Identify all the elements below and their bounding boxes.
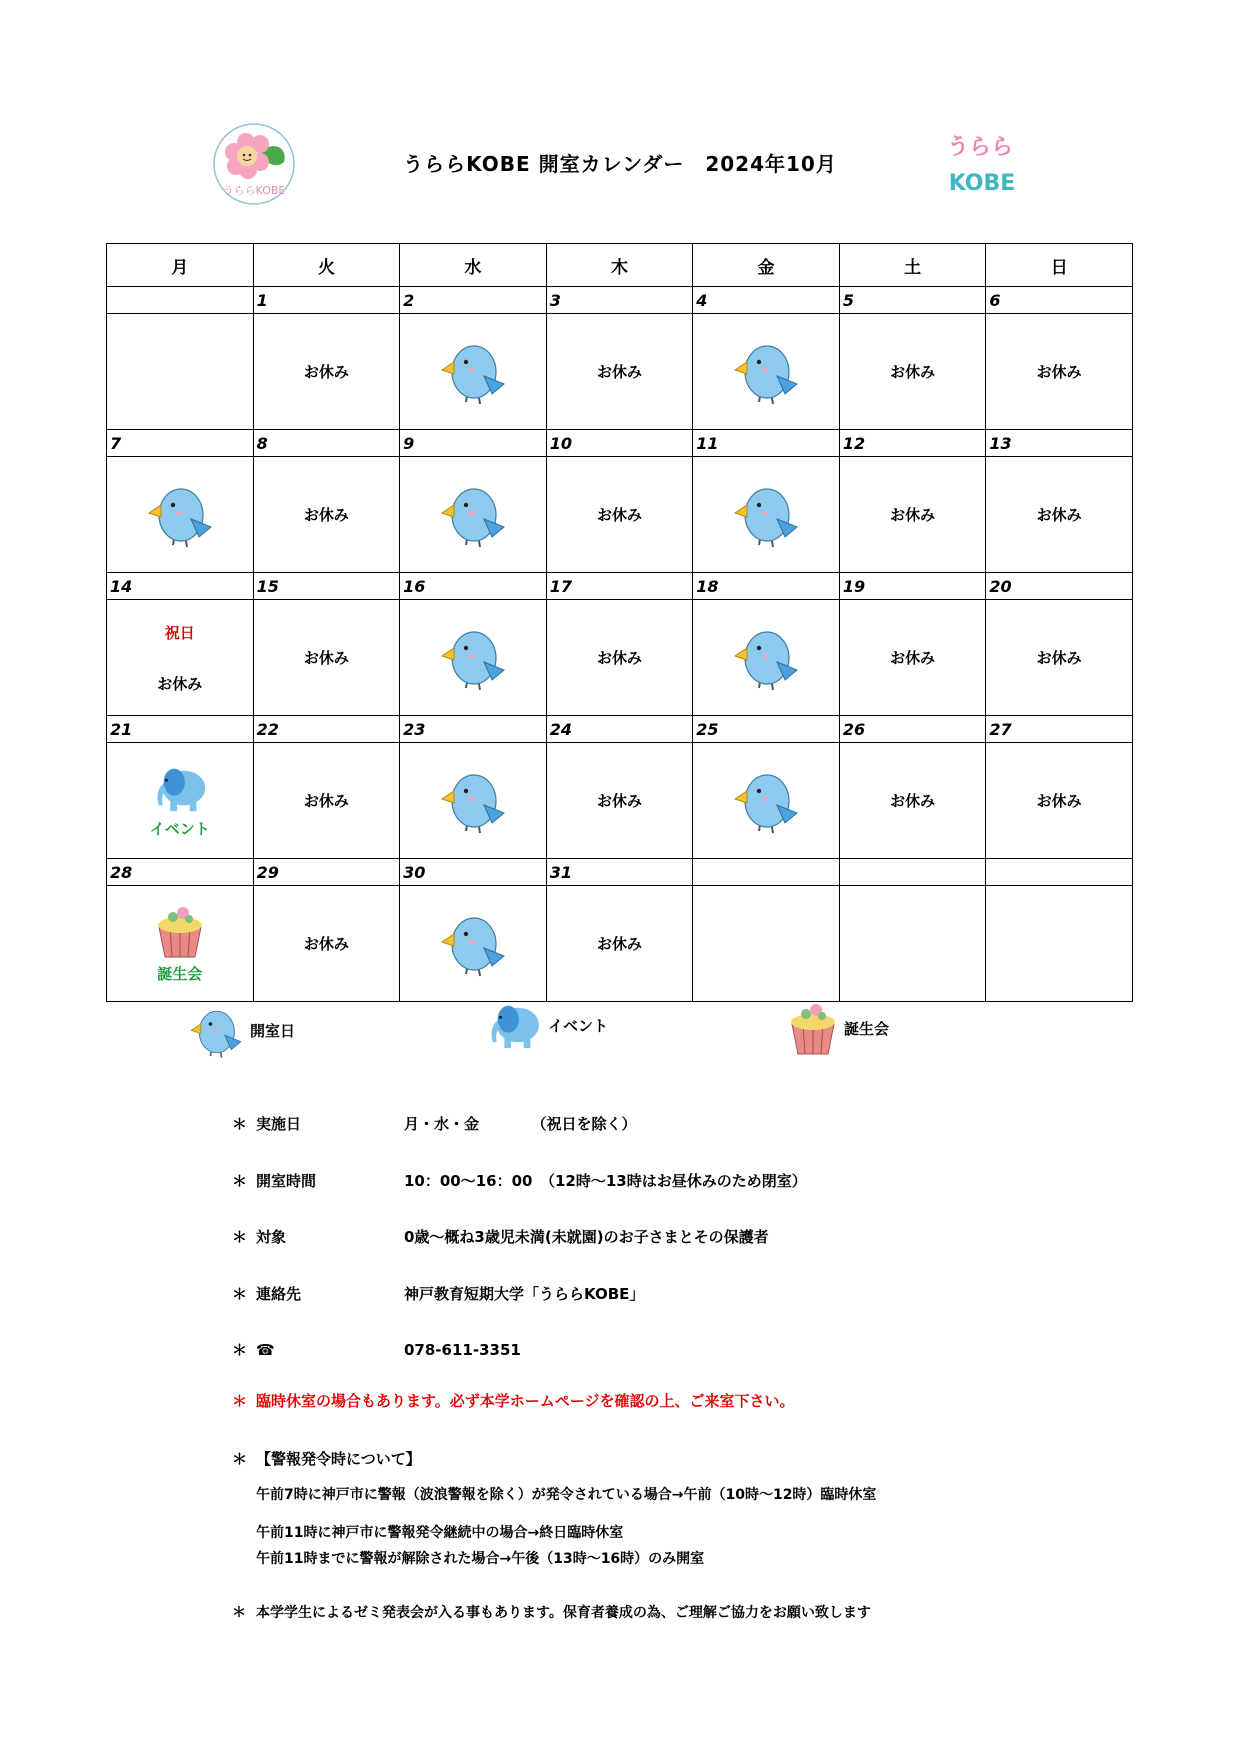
- info-row: [232, 1113, 637, 1134]
- info-value: 月・水・金 （祝日を除く）: [404, 1115, 637, 1133]
- closed-label: お休み: [1036, 506, 1082, 524]
- legend-event: [484, 1000, 608, 1050]
- info-row: [232, 1283, 644, 1304]
- weekday-header: 日: [986, 244, 1133, 287]
- day-content-row: [107, 600, 1133, 716]
- closed-label: お休み: [303, 649, 349, 667]
- urara-kobe-logo-left: [212, 122, 296, 206]
- date-number: 14: [107, 573, 254, 600]
- day-cell: [400, 457, 547, 573]
- day-cell: [693, 314, 840, 430]
- date-number: 13: [986, 430, 1133, 457]
- day-cell: [546, 743, 693, 859]
- cake-icon: [153, 903, 207, 959]
- date-number: 18: [693, 573, 840, 600]
- day-cell: [253, 457, 400, 573]
- day-cell: [546, 886, 693, 1002]
- date-number: 3: [546, 287, 693, 314]
- calendar-body: [107, 287, 1133, 1002]
- logo-right-text-2: KOBE: [948, 171, 1016, 196]
- closed-label: お休み: [596, 935, 642, 953]
- date-number: 4: [693, 287, 840, 314]
- day-cell: [400, 743, 547, 859]
- day-cell: [400, 886, 547, 1002]
- elephant-icon: [484, 1000, 544, 1050]
- day-content-row: [107, 743, 1133, 859]
- day-cell: [839, 457, 986, 573]
- info-value: 神戸教育短期大学「うららKOBE」: [404, 1285, 645, 1303]
- date-number: 25: [693, 716, 840, 743]
- closed-label: お休み: [596, 506, 642, 524]
- info-row: [232, 1226, 769, 1247]
- info-value: 0歳～概ね3歳児未満(未就園)のお子さまとその保護者: [404, 1228, 769, 1246]
- closed-label: お休み: [303, 363, 349, 381]
- logo-right-text-1: うらら: [946, 135, 1014, 160]
- day-cell: [107, 886, 254, 1002]
- info-row: [232, 1170, 807, 1191]
- day-cell: [693, 886, 840, 1002]
- bird-icon: [438, 761, 508, 836]
- day-cell: [107, 600, 254, 716]
- bird-icon: [731, 332, 801, 407]
- closed-label: お休み: [890, 792, 936, 810]
- date-number: [107, 287, 254, 314]
- info-value: 078-611-3351: [404, 1341, 521, 1359]
- date-number: [693, 859, 840, 886]
- closed-label: お休み: [303, 792, 349, 810]
- closed-label: お休み: [890, 506, 936, 524]
- day-cell: [986, 314, 1133, 430]
- day-cell: [546, 314, 693, 430]
- info-label: ☎: [256, 1341, 275, 1359]
- date-number-row: [107, 430, 1133, 457]
- date-number: 21: [107, 716, 254, 743]
- legend: [0, 1000, 1240, 1070]
- date-number: 31: [546, 859, 693, 886]
- date-number: 12: [839, 430, 986, 457]
- elephant-icon: [151, 762, 209, 814]
- date-number: 8: [253, 430, 400, 457]
- closed-label: お休み: [157, 674, 203, 693]
- bird-icon: [188, 1000, 244, 1060]
- bird-icon: [145, 475, 215, 550]
- page-title: うららKOBE 開室カレンダー 2024年10月: [403, 152, 837, 176]
- day-cell: [253, 314, 400, 430]
- date-number: [986, 859, 1133, 886]
- weekday-header-row: [107, 244, 1133, 287]
- day-content-row: [107, 886, 1133, 1002]
- closed-label: お休み: [890, 649, 936, 667]
- day-cell: [839, 743, 986, 859]
- day-cell: [253, 743, 400, 859]
- notice-red: ＊ 臨時休室の場合もあります。必ず本学ホームページを確認の上、ご来室下さい。: [232, 1392, 795, 1410]
- day-cell: [839, 600, 986, 716]
- closed-label: お休み: [303, 935, 349, 953]
- day-cell: [986, 886, 1133, 1002]
- event-label: イベント: [149, 820, 210, 838]
- date-number: 22: [253, 716, 400, 743]
- bird-icon: [188, 1000, 244, 1060]
- date-number: 27: [986, 716, 1133, 743]
- warning-title: ＊ 【警報発令時について】: [232, 1450, 421, 1468]
- date-number-row: [107, 573, 1133, 600]
- closed-label: お休み: [596, 792, 642, 810]
- day-cell: [546, 457, 693, 573]
- date-number: [839, 859, 986, 886]
- date-number: 24: [546, 716, 693, 743]
- bird-icon: [438, 904, 508, 979]
- day-cell: [839, 886, 986, 1002]
- day-cell: [107, 314, 254, 430]
- bird-icon: [438, 618, 508, 693]
- date-number-row: [107, 859, 1133, 886]
- day-cell: [400, 314, 547, 430]
- info-value: 10：00～16：00 （12時～13時はお昼休みのため閉室）: [404, 1172, 807, 1190]
- birthday-label: 誕生会: [157, 965, 203, 983]
- legend-open-label: 開室日: [250, 1021, 296, 1040]
- day-cell: [253, 886, 400, 1002]
- date-number: 15: [253, 573, 400, 600]
- date-number: 2: [400, 287, 547, 314]
- calendar-table: [106, 243, 1133, 1002]
- elephant-icon: [484, 1000, 544, 1050]
- bullet-star: ＊: [232, 1228, 248, 1246]
- holiday-label: 祝日: [164, 623, 195, 642]
- footer-note: ＊ 本学学生によるゼミ発表会が入る事もあります。保育者養成の為、ご理解ご協力をお願い致します: [232, 1605, 871, 1621]
- closed-label: お休み: [596, 649, 642, 667]
- bird-icon: [731, 475, 801, 550]
- day-cell: [693, 600, 840, 716]
- warning-line-2: 午前11時に神戸市に警報発令継続中の場合→終日臨時休室: [256, 1525, 624, 1541]
- closed-label: お休み: [1036, 649, 1082, 667]
- closed-label: お休み: [890, 363, 936, 381]
- date-number: 28: [107, 859, 254, 886]
- day-cell: [107, 743, 254, 859]
- date-number: 9: [400, 430, 547, 457]
- date-number: 1: [253, 287, 400, 314]
- date-number-row: [107, 716, 1133, 743]
- bird-icon: [438, 332, 508, 407]
- legend-open-day: [188, 1000, 295, 1060]
- date-number: 26: [839, 716, 986, 743]
- date-number: 29: [253, 859, 400, 886]
- day-cell: [107, 457, 254, 573]
- weekday-header: 木: [546, 244, 693, 287]
- warning-line-1: 午前7時に神戸市に警報（波浪警報を除く）が発令されている場合→午前（10時～12時）臨時休室: [256, 1487, 877, 1503]
- date-number: 6: [986, 287, 1133, 314]
- legend-event-label: イベント: [548, 1016, 609, 1035]
- info-label: 実施日: [256, 1115, 302, 1133]
- date-number: 19: [839, 573, 986, 600]
- weekday-header: 土: [839, 244, 986, 287]
- urara-kobe-logo-right: [940, 128, 1020, 208]
- date-number-row: [107, 287, 1133, 314]
- date-number: 17: [546, 573, 693, 600]
- info-label: 連絡先: [256, 1285, 302, 1303]
- day-content-row: [107, 314, 1133, 430]
- day-cell: [693, 457, 840, 573]
- closed-label: お休み: [303, 506, 349, 524]
- date-number: 10: [546, 430, 693, 457]
- closed-label: お休み: [1036, 792, 1082, 810]
- cake-icon: [786, 1000, 840, 1056]
- legend-birthday-label: 誕生会: [844, 1019, 890, 1038]
- closed-label: お休み: [596, 363, 642, 381]
- closed-label: お休み: [1036, 363, 1082, 381]
- date-number: 30: [400, 859, 547, 886]
- date-number: 11: [693, 430, 840, 457]
- logo-left-text: うららKOBE: [222, 184, 286, 197]
- day-content-row: [107, 457, 1133, 573]
- day-cell: [986, 457, 1133, 573]
- bullet-star: ＊: [232, 1285, 248, 1303]
- legend-birthday: [786, 1000, 889, 1056]
- bird-icon: [731, 618, 801, 693]
- info-label: 開室時間: [256, 1172, 317, 1190]
- day-cell: [546, 600, 693, 716]
- info-label: 対象: [256, 1228, 287, 1246]
- date-number: 7: [107, 430, 254, 457]
- day-cell: [986, 600, 1133, 716]
- bird-icon: [731, 761, 801, 836]
- bird-icon: [438, 475, 508, 550]
- date-number: 20: [986, 573, 1133, 600]
- cake-icon: [786, 1000, 840, 1056]
- weekday-header: 水: [400, 244, 547, 287]
- weekday-header: 金: [693, 244, 840, 287]
- day-cell: [253, 600, 400, 716]
- day-cell: [400, 600, 547, 716]
- day-cell: [693, 743, 840, 859]
- date-number: 23: [400, 716, 547, 743]
- warning-line-3: 午前11時までに警報が解除された場合→午後（13時～16時）のみ開室: [256, 1551, 705, 1567]
- weekday-header: 月: [107, 244, 254, 287]
- date-number: 5: [839, 287, 986, 314]
- day-cell: [986, 743, 1133, 859]
- info-row: [232, 1339, 521, 1360]
- weekday-header: 火: [253, 244, 400, 287]
- bullet-star: ＊: [232, 1172, 248, 1190]
- bullet-star: ＊: [232, 1341, 248, 1359]
- bullet-star: ＊: [232, 1115, 248, 1133]
- day-cell: [839, 314, 986, 430]
- date-number: 16: [400, 573, 547, 600]
